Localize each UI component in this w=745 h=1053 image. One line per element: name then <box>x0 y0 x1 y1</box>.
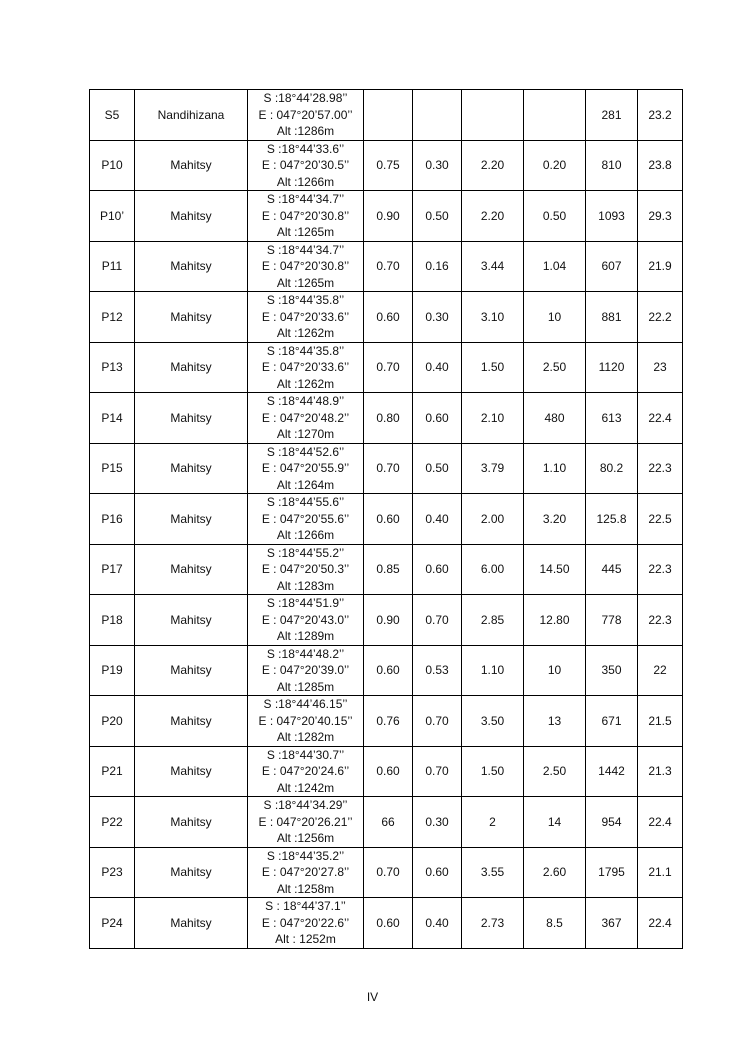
cell-value-3: 2.85 <box>462 595 524 646</box>
cell-value-1 <box>364 90 413 141</box>
cell-value-2: 0.40 <box>413 898 462 949</box>
cell-site-name: Mahitsy <box>135 847 248 898</box>
cell-value-5: 1442 <box>586 746 638 797</box>
longitude-text: E : 047°20’30.5’’ <box>261 158 350 172</box>
cell-coordinates <box>248 241 364 292</box>
cell-value-5: 810 <box>586 140 638 191</box>
cell-value-5: 778 <box>586 595 638 646</box>
cell-value-3: 1.10 <box>462 645 524 696</box>
cell-value-4: 14.50 <box>524 544 586 595</box>
altitude-text: Alt :1262m <box>276 376 335 391</box>
cell-sample-id: P16 <box>90 494 135 545</box>
latitude-text: S :18°44’46.15’’ <box>263 697 348 711</box>
cell-value-2: 0.30 <box>413 292 462 343</box>
cell-coordinates <box>248 494 364 545</box>
cell-value-4: 0.50 <box>524 191 586 242</box>
cell-sample-id: P11 <box>90 241 135 292</box>
cell-value-1: 0.75 <box>364 140 413 191</box>
longitude-text: E : 047°20’33.6’’ <box>261 360 350 374</box>
longitude-text: E : 047°20’27.8’’ <box>261 865 350 879</box>
cell-value-3: 3.55 <box>462 847 524 898</box>
latitude-text: S :18°44’35.8’’ <box>266 293 345 307</box>
table-row <box>90 140 683 191</box>
cell-value-5: 367 <box>586 898 638 949</box>
cell-coordinates <box>248 696 364 747</box>
cell-value-2 <box>413 90 462 141</box>
table-row <box>90 847 683 898</box>
cell-value-3: 1.50 <box>462 342 524 393</box>
cell-value-1: 0.60 <box>364 494 413 545</box>
longitude-text: E : 047°20’33.6’’ <box>261 309 350 324</box>
cell-value-2: 0.16 <box>413 241 462 292</box>
cell-value-3: 2.20 <box>462 191 524 242</box>
cell-site-name: Mahitsy <box>135 191 248 242</box>
cell-value-1: 0.76 <box>364 696 413 747</box>
cell-value-6: 22.3 <box>638 595 683 646</box>
altitude-text: Alt :1265m <box>276 225 335 239</box>
cell-value-3: 1.50 <box>462 746 524 797</box>
cell-coordinates <box>248 847 364 898</box>
altitude-text: Alt :1265m <box>276 275 335 290</box>
cell-value-3: 3.10 <box>462 292 524 343</box>
cell-value-6: 21.1 <box>638 847 683 898</box>
cell-coordinates <box>248 292 364 343</box>
altitude-text: Alt :1266m <box>276 528 335 542</box>
cell-value-5: 881 <box>586 292 638 343</box>
altitude-text: Alt :1266m <box>276 174 335 189</box>
cell-coordinates <box>248 645 364 696</box>
latitude-text: S :18°44’28.98’’ <box>263 91 348 105</box>
cell-value-4: 1.10 <box>524 443 586 494</box>
cell-value-5: 1120 <box>586 342 638 393</box>
cell-value-4: 12.80 <box>524 595 586 646</box>
cell-value-6: 23 <box>638 342 683 393</box>
altitude-text: Alt :1242m <box>276 780 335 795</box>
longitude-text: E : 047°20’43.0’’ <box>261 612 350 627</box>
cell-sample-id: P10’ <box>90 191 135 242</box>
latitude-text: S :18°44’30.7’’ <box>266 747 345 762</box>
cell-value-6: 22.4 <box>638 898 683 949</box>
latitude-text: S :18°44’35.8’’ <box>266 343 345 358</box>
latitude-text: S :18°44’48.9’’ <box>266 394 345 408</box>
cell-sample-id: P23 <box>90 847 135 898</box>
cell-sample-id: P15 <box>90 443 135 494</box>
longitude-text: E : 047°20’50.3’’ <box>261 562 350 576</box>
cell-sample-id: P17 <box>90 544 135 595</box>
cell-value-2: 0.40 <box>413 494 462 545</box>
latitude-text: S :18°44’55.6’’ <box>266 495 345 509</box>
cell-coordinates <box>248 443 364 494</box>
table-row <box>90 494 683 545</box>
cell-value-3: 2.20 <box>462 140 524 191</box>
cell-site-name: Mahitsy <box>135 746 248 797</box>
altitude-text: Alt :1262m <box>276 326 335 340</box>
cell-value-1: 0.60 <box>364 898 413 949</box>
altitude-text: Alt :1270m <box>276 427 335 441</box>
longitude-text: E : 047°20’26.21’’ <box>258 814 353 829</box>
cell-value-4: 10 <box>524 292 586 343</box>
longitude-text: E : 047°20’24.6’’ <box>261 764 350 778</box>
cell-sample-id: P21 <box>90 746 135 797</box>
cell-value-4: 480 <box>524 393 586 444</box>
cell-value-3: 6.00 <box>462 544 524 595</box>
cell-value-3: 3.50 <box>462 696 524 747</box>
cell-value-2: 0.40 <box>413 342 462 393</box>
altitude-text: Alt : 1252m <box>275 932 336 946</box>
cell-value-5: 281 <box>586 90 638 141</box>
longitude-text: E : 047°20’22.6’’ <box>261 915 350 930</box>
cell-value-6: 22.4 <box>638 393 683 444</box>
cell-value-6: 22.4 <box>638 797 683 848</box>
cell-value-5: 1795 <box>586 847 638 898</box>
altitude-text: Alt :1283m <box>276 578 335 593</box>
cell-value-2: 0.60 <box>413 544 462 595</box>
cell-value-4: 8.5 <box>524 898 586 949</box>
cell-coordinates <box>248 746 364 797</box>
cell-coordinates <box>248 595 364 646</box>
cell-value-5: 607 <box>586 241 638 292</box>
cell-sample-id: P10 <box>90 140 135 191</box>
cell-value-1: 66 <box>364 797 413 848</box>
cell-value-1: 0.85 <box>364 544 413 595</box>
cell-value-5: 613 <box>586 393 638 444</box>
latitude-text: S :18°44’34.7’’ <box>266 192 345 206</box>
cell-value-3: 3.44 <box>462 241 524 292</box>
latitude-text: S :18°44’48.2’’ <box>266 646 345 661</box>
latitude-text: S :18°44’52.6’’ <box>266 444 345 459</box>
cell-value-5: 671 <box>586 696 638 747</box>
data-table <box>89 89 683 949</box>
table-row <box>90 544 683 595</box>
cell-value-1: 0.60 <box>364 746 413 797</box>
cell-value-2: 0.60 <box>413 393 462 444</box>
cell-value-5: 954 <box>586 797 638 848</box>
altitude-text: Alt :1285m <box>276 679 335 694</box>
table-row <box>90 645 683 696</box>
cell-value-1: 0.70 <box>364 443 413 494</box>
cell-value-5: 80.2 <box>586 443 638 494</box>
cell-value-2: 0.30 <box>413 140 462 191</box>
table-row <box>90 797 683 848</box>
table-row <box>90 342 683 393</box>
table-row <box>90 746 683 797</box>
cell-site-name: Mahitsy <box>135 292 248 343</box>
cell-coordinates <box>248 544 364 595</box>
table-row <box>90 241 683 292</box>
table-row <box>90 696 683 747</box>
longitude-text: E : 047°20’55.9’’ <box>261 461 350 475</box>
cell-value-2: 0.50 <box>413 191 462 242</box>
cell-value-4: 0.20 <box>524 140 586 191</box>
cell-value-6: 21.3 <box>638 746 683 797</box>
cell-sample-id: P14 <box>90 393 135 444</box>
cell-value-1: 0.90 <box>364 595 413 646</box>
cell-site-name: Mahitsy <box>135 696 248 747</box>
cell-coordinates <box>248 797 364 848</box>
cell-site-name: Mahitsy <box>135 898 248 949</box>
cell-value-4: 2.50 <box>524 342 586 393</box>
cell-coordinates <box>248 140 364 191</box>
latitude-text: S : 18°44’37.1’’ <box>265 899 346 913</box>
latitude-text: S :18°44’34.7’’ <box>266 242 345 257</box>
cell-value-4: 13 <box>524 696 586 747</box>
cell-coordinates <box>248 342 364 393</box>
cell-coordinates <box>248 898 364 949</box>
cell-value-4: 3.20 <box>524 494 586 545</box>
cell-value-3: 2 <box>462 797 524 848</box>
cell-value-5: 125.8 <box>586 494 638 545</box>
cell-sample-id: P24 <box>90 898 135 949</box>
cell-value-5: 350 <box>586 645 638 696</box>
cell-value-3: 2.10 <box>462 393 524 444</box>
cell-value-6: 29.3 <box>638 191 683 242</box>
altitude-text: Alt :1258m <box>276 881 335 896</box>
cell-sample-id: P20 <box>90 696 135 747</box>
cell-coordinates <box>248 393 364 444</box>
cell-value-2: 0.53 <box>413 645 462 696</box>
latitude-text: S :18°44’35.2’’ <box>266 848 345 863</box>
cell-value-1: 0.60 <box>364 292 413 343</box>
cell-coordinates <box>248 191 364 242</box>
cell-value-1: 0.80 <box>364 393 413 444</box>
longitude-text: E : 047°20’30.8’’ <box>261 208 350 223</box>
table-row <box>90 443 683 494</box>
longitude-text: E : 047°20’48.2’’ <box>261 410 350 425</box>
altitude-text: Alt :1289m <box>276 629 335 643</box>
cell-value-1: 0.60 <box>364 645 413 696</box>
cell-site-name: Mahitsy <box>135 443 248 494</box>
cell-sample-id: S5 <box>90 90 135 141</box>
cell-value-6: 23.2 <box>638 90 683 141</box>
longitude-text: E : 047°20’57.00’’ <box>258 107 353 122</box>
cell-value-2: 0.30 <box>413 797 462 848</box>
cell-value-6: 21.5 <box>638 696 683 747</box>
altitude-text: Alt :1286m <box>276 124 335 138</box>
altitude-text: Alt :1282m <box>276 730 335 744</box>
table-row <box>90 292 683 343</box>
cell-site-name: Nandihizana <box>135 90 248 141</box>
latitude-text: S :18°44’33.6’’ <box>266 141 345 156</box>
latitude-text: S :18°44’51.9’’ <box>266 596 345 610</box>
table-row <box>90 595 683 646</box>
page-number: IV <box>366 990 379 1004</box>
cell-value-1: 0.90 <box>364 191 413 242</box>
table-row <box>90 90 683 141</box>
cell-value-5: 445 <box>586 544 638 595</box>
cell-site-name: Mahitsy <box>135 140 248 191</box>
cell-value-1: 0.70 <box>364 342 413 393</box>
longitude-text: E : 047°20’39.0’’ <box>261 663 350 677</box>
cell-value-3: 2.73 <box>462 898 524 949</box>
cell-value-3: 3.79 <box>462 443 524 494</box>
cell-value-4: 2.60 <box>524 847 586 898</box>
cell-value-2: 0.70 <box>413 746 462 797</box>
cell-value-4 <box>524 90 586 141</box>
cell-value-4: 10 <box>524 645 586 696</box>
cell-value-4: 2.50 <box>524 746 586 797</box>
cell-sample-id: P13 <box>90 342 135 393</box>
cell-value-6: 22.2 <box>638 292 683 343</box>
cell-value-6: 21.9 <box>638 241 683 292</box>
cell-value-6: 22 <box>638 645 683 696</box>
longitude-text: E : 047°20’40.15’’ <box>258 713 353 728</box>
cell-site-name: Mahitsy <box>135 544 248 595</box>
cell-value-1: 0.70 <box>364 847 413 898</box>
table-row <box>90 393 683 444</box>
altitude-text: Alt :1264m <box>276 477 335 492</box>
table-row <box>90 191 683 242</box>
cell-value-4: 14 <box>524 797 586 848</box>
cell-value-3: 2.00 <box>462 494 524 545</box>
cell-sample-id: P12 <box>90 292 135 343</box>
cell-coordinates <box>248 90 364 141</box>
cell-value-1: 0.70 <box>364 241 413 292</box>
longitude-text: E : 047°20’55.6’’ <box>261 511 350 526</box>
cell-sample-id: P22 <box>90 797 135 848</box>
altitude-text: Alt :1256m <box>276 831 335 845</box>
cell-value-2: 0.70 <box>413 696 462 747</box>
cell-sample-id: P19 <box>90 645 135 696</box>
cell-value-2: 0.70 <box>413 595 462 646</box>
cell-site-name: Mahitsy <box>135 393 248 444</box>
cell-value-6: 22.3 <box>638 443 683 494</box>
longitude-text: E : 047°20’30.8’’ <box>261 259 350 273</box>
cell-site-name: Mahitsy <box>135 595 248 646</box>
cell-value-6: 22.3 <box>638 544 683 595</box>
latitude-text: S :18°44’55.2’’ <box>266 545 345 560</box>
cell-value-2: 0.60 <box>413 847 462 898</box>
cell-value-3 <box>462 90 524 141</box>
cell-value-6: 22.5 <box>638 494 683 545</box>
latitude-text: S :18°44’34.29’’ <box>263 798 348 812</box>
cell-value-4: 1.04 <box>524 241 586 292</box>
cell-site-name: Mahitsy <box>135 494 248 545</box>
table-row <box>90 898 683 949</box>
cell-value-6: 23.8 <box>638 140 683 191</box>
cell-site-name: Mahitsy <box>135 645 248 696</box>
cell-site-name: Mahitsy <box>135 342 248 393</box>
cell-value-2: 0.50 <box>413 443 462 494</box>
cell-site-name: Mahitsy <box>135 797 248 848</box>
cell-sample-id: P18 <box>90 595 135 646</box>
cell-site-name: Mahitsy <box>135 241 248 292</box>
cell-value-5: 1093 <box>586 191 638 242</box>
